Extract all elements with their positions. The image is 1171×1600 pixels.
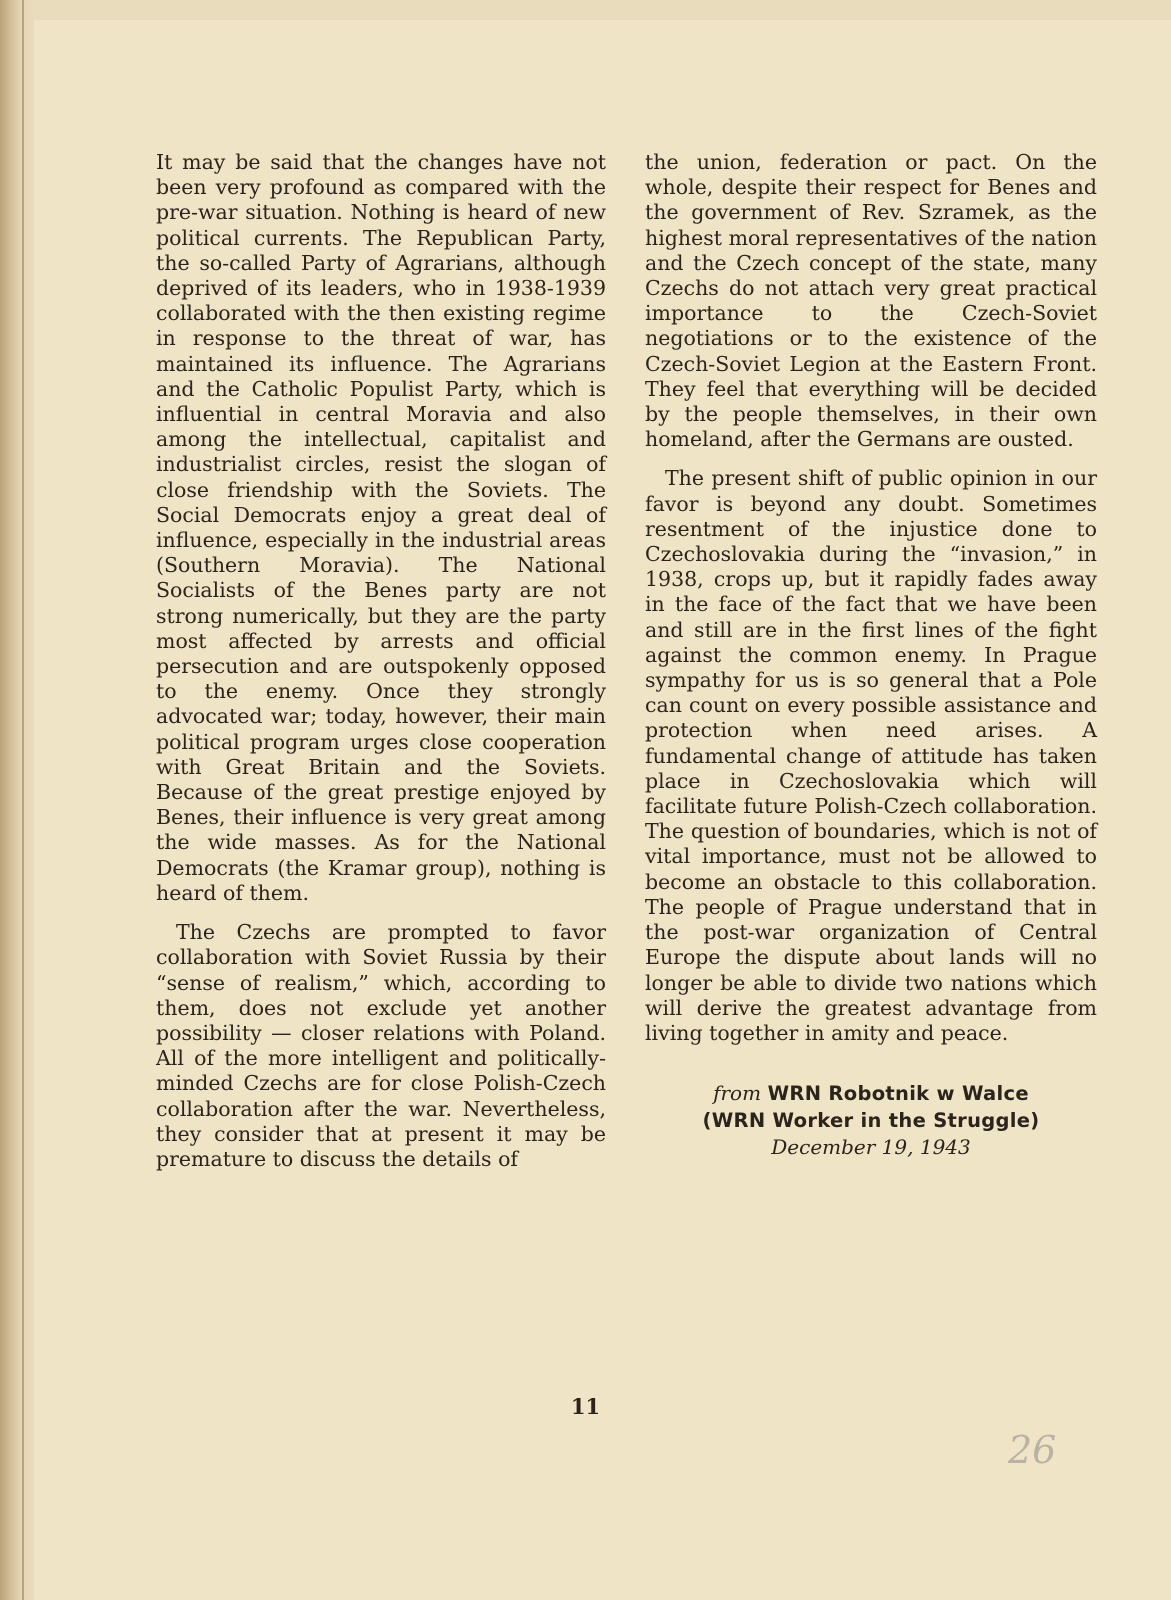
right-paragraph-1: the union, federation or pact. On the whole, despite their respect for Benes and the government of Rev. Szramek, as the highest moral representatives of the nation and the Czech concept of the state, many Czechs do not attach very great practical importance to the Czech-Soviet negotiations or to the existence of the Czech-Soviet Legion at the Eastern Front. They feel that everything will be decided by the people themselves, in their own homeland, after the Germans are ousted. bbox=[645, 150, 1097, 452]
source-from-label: from bbox=[713, 1081, 762, 1106]
archive-pencil-mark: 26 bbox=[1008, 1428, 1057, 1472]
source-citation bbox=[645, 1080, 1097, 1160]
right-paragraph-2: The present shift of public opinion in our favor is beyond any doubt. Sometimes resentment of the injustice done to Czechoslovakia during the “invasion,” in 1938, crops up, but it rapidly fades away in the face of the fact that we have been and still are in the first lines of the fight against the common enemy. In Prague sympathy for us is so general that a Pole can count on every possible assistance and protection when need arises. A fundamental change of attitude has taken place in Czechoslovakia which will facilitate future Polish-Czech collaboration. The question of boundaries, which is not of vital importance, must not be allowed to become an obstacle to this collaboration. The people of Prague understand that in the post-war organization of Central Europe the dispute about lands will no longer be able to divide two nations which will derive the greatest advantage from living together in amity and peace. bbox=[645, 466, 1097, 1045]
left-column bbox=[156, 150, 606, 1172]
left-paragraph-2: The Czechs are prompted to favor collaboration with Soviet Russia by their “sense of realism,” which, according to them, does not exclude yet another possibility — closer relations with Poland. All of the more intelligent and politically-minded Czechs are for close Polish-Czech collaboration after the war. Nevertheless, they consider that at present it may be premature to discuss the details of bbox=[156, 920, 606, 1171]
source-translation: (WRN Worker in the Struggle) bbox=[702, 1109, 1040, 1133]
source-title: WRN Robotnik w Walce bbox=[767, 1082, 1029, 1106]
right-column bbox=[645, 150, 1097, 1160]
source-date: December 19, 1943 bbox=[771, 1135, 971, 1160]
page-number: 11 bbox=[570, 1394, 601, 1419]
binding-fold bbox=[22, 0, 24, 1600]
left-paragraph-1: It may be said that the changes have not been very profound as compared with the pre-war situation. Nothing is heard of new political currents. The Republican Party, the so-called Party of Agrarians, although deprived of its leaders, who in 1938-1939 collaborated with the then existing regime in response to the threat of war, has maintained its influence. The Agrarians and the Catholic Populist Party, which is influential in central Moravia and also among the intellectual, capitalist and industrialist circles, resist the slogan of close friendship with the Soviets. The Social Democrats enjoy a great deal of influence, especially in the industrial areas (Southern Moravia). The National Socialists of the Benes party are not strong numerically, but they are the party most affected by arrests and official persecution and are outspokenly opposed to the enemy. Once they strongly advocated war; today, however, their main political program urges close cooperation with Great Britain and the Soviets. Because of the great prestige enjoyed by Benes, their influence is very great among the wide masses. As for the National Democrats (the Kramar group), nothing is heard of them. bbox=[156, 150, 606, 905]
binding-edge bbox=[0, 0, 34, 1600]
